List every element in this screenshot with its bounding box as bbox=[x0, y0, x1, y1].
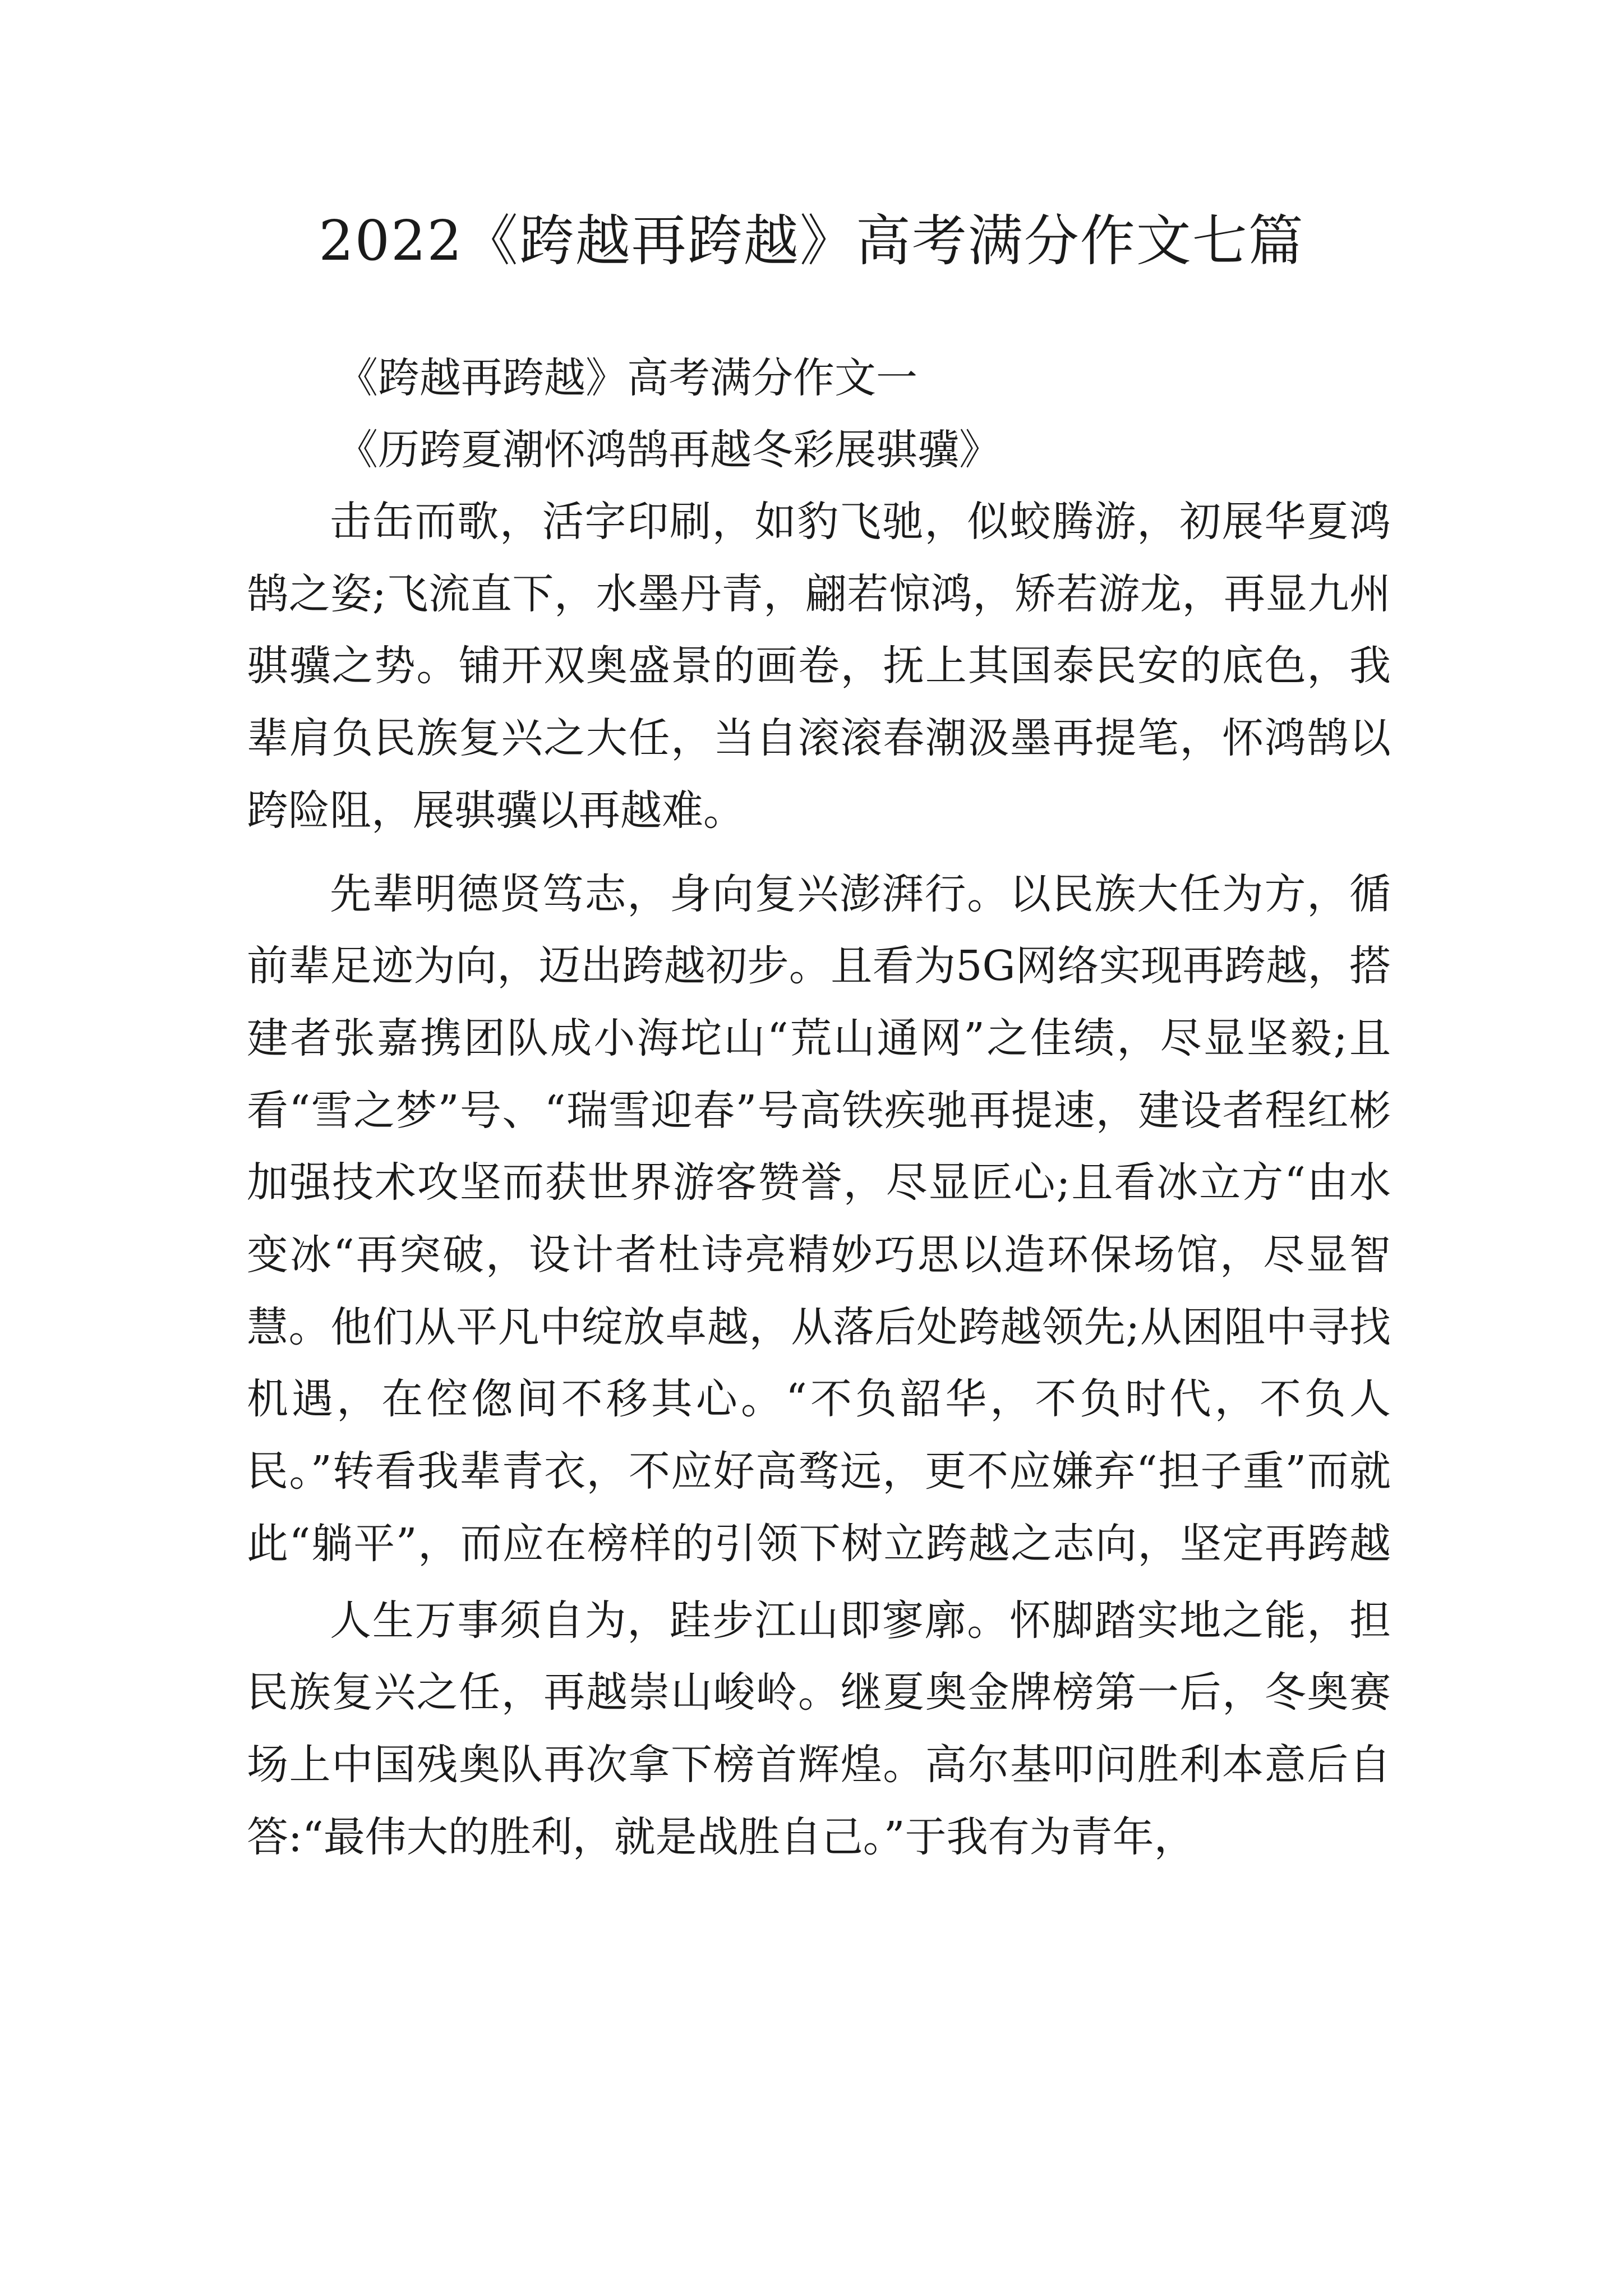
paragraph-1: 击缶而歌，活字印刷，如豹飞驰，似蛟腾游，初展华夏鸿鹄之姿;飞流直下，水墨丹青，翩若惊鸿，矫若游龙，再显九州骐骥之势。铺开双奥盛景的画卷，抚上其国泰民安的底色，我辈肩负民族复兴之大任，当自滚滚春潮汲墨再提笔，怀鸿鹄以跨险阻，展骐骥以再越难。 bbox=[247, 498, 1391, 835]
essay-heading: 《跨越再跨越》高考满分作文一 bbox=[336, 354, 917, 402]
paragraph-spacer bbox=[247, 1580, 1391, 1585]
document-title: 2022《跨越再跨越》高考满分作文七篇 bbox=[319, 209, 1304, 273]
paragraph-2: 先辈明德贤笃志，身向复兴澎湃行。以民族大任为方，循前辈足迹为向，迈出跨越初步。且看为5G网络实现再跨越，搭建者张嘉携团队成小海坨山“荒山通网”之佳绩，尽显坚毅;且看“雪之梦”号、“瑞雪迎春”号高铁疾驰再提速，建设者程红彬加强技术攻坚而获世界游客赞誉，尽显匠心;且看冰立方“由水变冰“再突破，设计者杜诗亮精妙巧思以造环保场馆，尽显智慧。他们从平凡中绽放卓越，从落后处跨越领先;从困阻中寻找机遇，在倥偬间不移其心。“不负韶华，不负时代，不负人民。”转看我辈青衣，不应好高骛远，更不应嫌弃“担子重”而就此“躺平”，而应在榜样的引领下树立跨越之志向，坚定再跨越 bbox=[247, 869, 1391, 1568]
document-body bbox=[247, 342, 1391, 1873]
paragraph-spacer bbox=[247, 847, 1391, 858]
paragraph-3: 人生万事须自为，跬步江山即寥廓。怀脚踏实地之能，担民族复兴之任，再越崇山峻岭。继夏奥金牌榜第一后，冬奥赛场上中国残奥队再次拿下榜首辉煌。高尔基叩问胜利本意后自答:“最伟大的胜利，就是战胜自己。”于我有为青年， bbox=[247, 1596, 1391, 1861]
essay-title: 《历跨夏潮怀鸿鹄再越冬彩展骐骥》 bbox=[336, 426, 1000, 474]
